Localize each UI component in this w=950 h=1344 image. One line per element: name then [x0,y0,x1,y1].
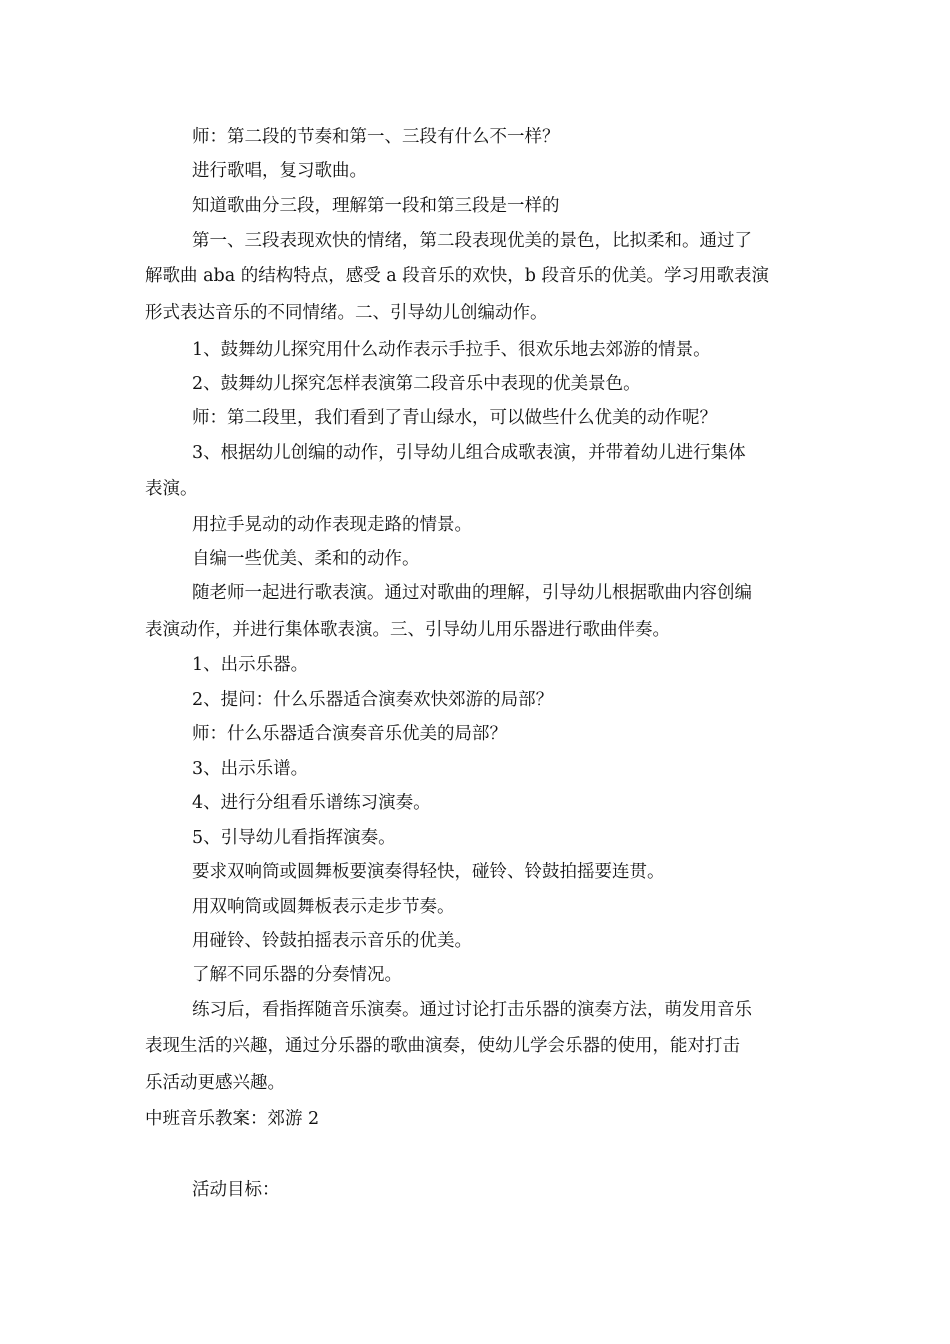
text-line: 师：第二段里，我们看到了青山绿水，可以做些什么优美的动作呢？ [192,408,717,428]
text-line: 2、鼓舞幼儿探究怎样表演第二段音乐中表现的优美景色。 [192,374,641,394]
text-line: 师：什么乐器适合演奏音乐优美的局部？ [192,724,507,744]
text-line: 自编一些优美、柔和的动作。 [192,549,420,569]
text-line: 进行歌唱，复习歌曲。 [192,161,367,181]
text-line: 1、鼓舞幼儿探究用什么动作表示手拉手、很欢乐地去郊游的情景。 [192,340,711,360]
text-line: 表演。 [145,479,198,499]
text-line: 4、进行分组看乐谱练习演奏。 [192,793,431,813]
text-line: 5、引导幼儿看指挥演奏。 [192,828,396,848]
text-line: 表现生活的兴趣，通过分乐器的歌曲演奏，使幼儿学会乐器的使用，能对打击 [145,1036,740,1056]
text-line: 3、出示乐谱。 [192,759,309,779]
text-line: 师：第二段的节奏和第一、三段有什么不一样？ [192,127,560,147]
text-line: 形式表达音乐的不同情绪。二、引导幼儿创编动作。 [145,303,548,323]
text-line: 要求双响筒或圆舞板要演奏得轻快，碰铃、铃鼓拍摇要连贯。 [192,862,665,882]
text-line: 乐活动更感兴趣。 [145,1073,285,1093]
text-line: 表演动作，并进行集体歌表演。三、引导幼儿用乐器进行歌曲伴奏。 [145,620,670,640]
text-line: 了解不同乐器的分奏情况。 [192,965,402,985]
text-line: 练习后，看指挥随音乐演奏。通过讨论打击乐器的演奏方法，萌发用音乐 [192,1000,752,1020]
text-line: 解歌曲 aba 的结构特点，感受 a 段音乐的欢快，b 段音乐的优美。学习用歌表演 [145,266,770,286]
text-line: 2、提问：什么乐器适合演奏欢快郊游的局部？ [192,690,554,710]
text-line: 知道歌曲分三段，理解第一段和第三段是一样的 [192,196,560,216]
text-line: 第一、三段表现欢快的情绪，第二段表现优美的景色，比拟柔和。通过了 [192,231,752,251]
text-line: 用双响筒或圆舞板表示走步节奏。 [192,897,455,917]
text-line: 用拉手晃动的动作表现走路的情景。 [192,515,472,535]
text-line: 随老师一起进行歌表演。通过对歌曲的理解，引导幼儿根据歌曲内容创编 [192,583,752,603]
section-heading: 中班音乐教案：郊游 2 [145,1109,320,1129]
text-line: 1、出示乐器。 [192,655,309,675]
text-line: 用碰铃、铃鼓拍摇表示音乐的优美。 [192,931,472,951]
text-line: 3、根据幼儿创编的动作，引导幼儿组合成歌表演，并带着幼儿进行集体 [192,443,746,463]
subsection-heading: 活动目标： [192,1180,280,1200]
